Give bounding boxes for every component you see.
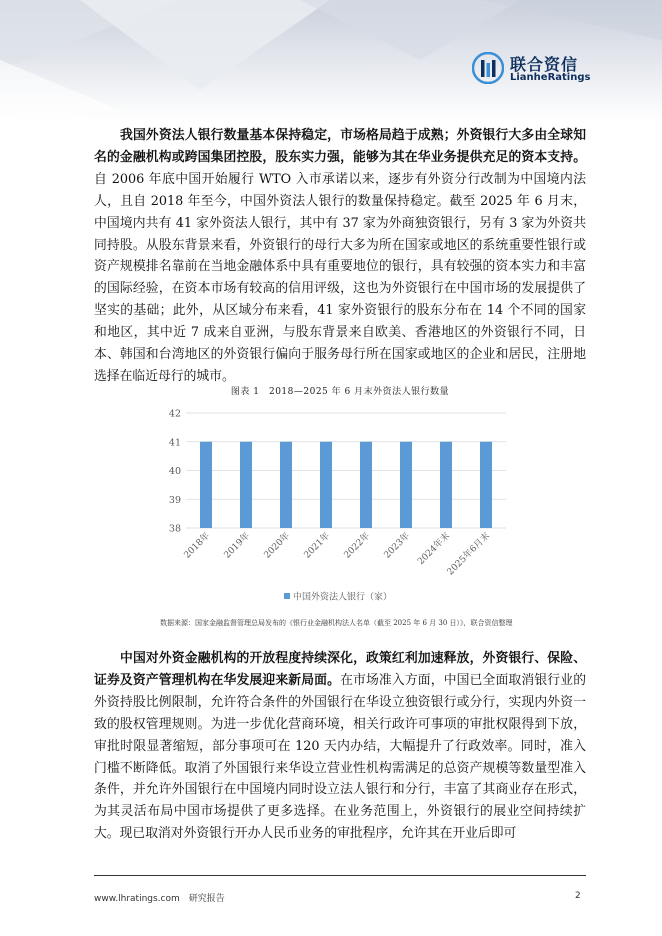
y-tick-label: 42 (168, 408, 181, 420)
legend-swatch (284, 593, 290, 599)
brand-name-en: LianheRatings (510, 72, 591, 83)
bar (320, 442, 332, 528)
bar (480, 442, 492, 528)
y-tick-label: 39 (168, 494, 181, 506)
x-tick-label: 2018年 (182, 531, 213, 561)
x-tick-label: 2019年 (222, 531, 253, 561)
bar (280, 442, 292, 528)
footer-divider (94, 875, 586, 876)
bar (400, 442, 412, 528)
bar (360, 442, 372, 528)
lianhe-logo-icon (472, 52, 504, 84)
figure-source: 数据来源：国家金融监督管理总局发布的《银行业金融机构法人名单（截至 2025 年 6 月 30 日）》，联合资信整理 (160, 619, 513, 627)
brand-logo (472, 52, 602, 88)
x-tick-label: 2020年 (262, 531, 293, 561)
paragraph-lead-bold: 我国外资法人银行数量基本保持稳定，市场格局趋于成熟；外资银行大多由全球知名的金融机构或跨国集团控股，股东实力强，能够为其在华业务提供充足的资本支持。 (94, 128, 586, 165)
paragraph-opening-up (94, 648, 586, 845)
footer-website: www.lhratings.com 研究报告 (94, 894, 225, 904)
bar (440, 442, 452, 528)
brand-name-cn: 联合资信 (510, 55, 579, 74)
bar-chart (160, 401, 515, 611)
chart-background (160, 401, 515, 611)
page-number: 2 (575, 891, 581, 901)
x-tick-label: 2025年6月末 (445, 531, 493, 578)
y-tick-label: 40 (168, 466, 181, 477)
y-tick-label: 41 (168, 437, 181, 449)
figure-title: 图表 1 2018—2025 年 6 月末外资法人银行数量 (230, 387, 450, 397)
paragraph-lead-bold: 中国对外资金融机构的开放程度持续深化，政策红利加速释放，外资银行、保险、证券及资产管理机构在华发展迎来新局面。 (94, 651, 586, 688)
bar (240, 442, 252, 528)
x-tick-label: 2024年末 (416, 531, 453, 568)
x-tick-label: 2022年 (342, 531, 373, 561)
paragraph-foreign-bank-count (94, 125, 586, 388)
paragraph-body: 自 2006 年底中国开始履行 WTO 入市承诺以来，逐步有外资分行改制为中国境内法人，且自 2018 年至今，中国外资法人银行的数量保持稳定。截至 2025 年 6 月末，中国境内共有 41 家外资法人银行，其中有 37 家为外商独资银行，另有 3 家为外资共同持股。从股东背景来看，外资银行的母行大多为所在国家或地区的系统重要性银行或资产规模排名靠前在当地金融体系中具有重要地位的银行，具有较强的资本实力和丰富的国际经验，在资本市场有较高的信用评级，这也为外资银行在中国市场的发展提供了坚实的基础；此外，从区域分布来看，41 家外资银行的股东分布在 14 个不同的国家和地区，其中近 7 成来自亚洲，与股东背景来自欧美、香港地区的外资银行不同，日本、韩国和台湾地区的外资银行偏向于服务母行所在国家或地区的企业和居民，注册地选择在临近母行的城市。 (94, 171, 586, 384)
y-tick-label: 38 (168, 523, 181, 535)
x-tick-label: 2023年 (382, 531, 413, 561)
paragraph-body: 在市场准入方面，中国已全面取消银行业的外资持股比例限制，允许符合条件的外国银行在华设立独资银行或分行，实现内外资一致的股权管理规则。为进一步优化营商环境，相关行政许可事项的审批权限得到下放，审批时限显著缩短，部分事项可在 120 天内办结，大幅提升了行政效率。同时，准入门槛不断降低。取消了外国银行来华设立营业性机构需满足的总资产规模等数量型准入条件，并允许外国银行在中国境内同时设立法人银行和分行，丰富了其商业存在形式，为其灵活布局中国市场提供了更多选择。在业务范围上，外资银行的展业空间持续扩大。现已取消对外资银行开办人民币业务的审批程序，允许其在开业后即可 (94, 672, 587, 842)
legend-label: 中国外资法人银行（家） (293, 592, 393, 603)
bar (200, 442, 212, 528)
x-tick-label: 2021年 (302, 531, 333, 561)
